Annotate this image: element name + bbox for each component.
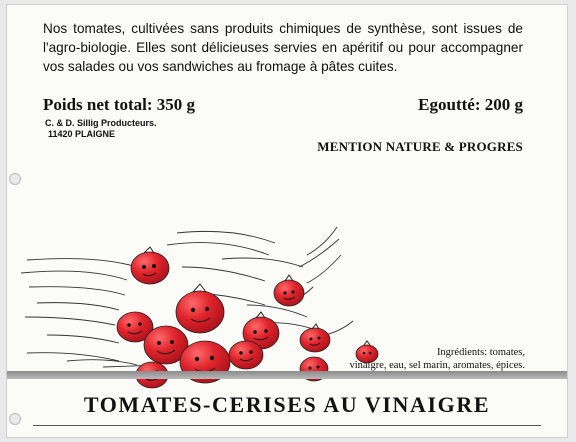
certification-mention: MENTION NATURE & PROGRES <box>317 139 523 154</box>
tomato-icon <box>176 284 224 333</box>
product-name: TOMATES-CERISES AU VINAIGRE <box>83 392 491 417</box>
divider <box>33 425 541 426</box>
tomato-icon <box>274 275 304 306</box>
ingredients-list <box>295 346 525 372</box>
ingredients-line: Ingrédients: tomates, <box>436 347 525 358</box>
producer-address: 11420 PLAIGNE <box>48 129 116 139</box>
product-label <box>6 4 568 438</box>
product-description: Nos tomates, cultivées sans produits chimiques de synthèse, sont issues de l'agro-biologie. Elles sont délicieuses servies en apéritif ou pour accompagner vos salades ou vos sandwiches au fromage à pâtes cuites. <box>43 21 523 74</box>
gray-band <box>7 371 567 379</box>
ingredients-line: vinaigre, eau, sel marin, aromates, épices. <box>349 360 525 371</box>
net-weight: Poids net total: 350 g <box>43 95 196 114</box>
producer-name: C. & D. Sillig Producteurs. <box>45 118 157 128</box>
tomato-icon <box>229 341 263 369</box>
drained-weight: Egoutté: 200 g <box>418 95 523 114</box>
tomato-icon <box>131 247 169 284</box>
